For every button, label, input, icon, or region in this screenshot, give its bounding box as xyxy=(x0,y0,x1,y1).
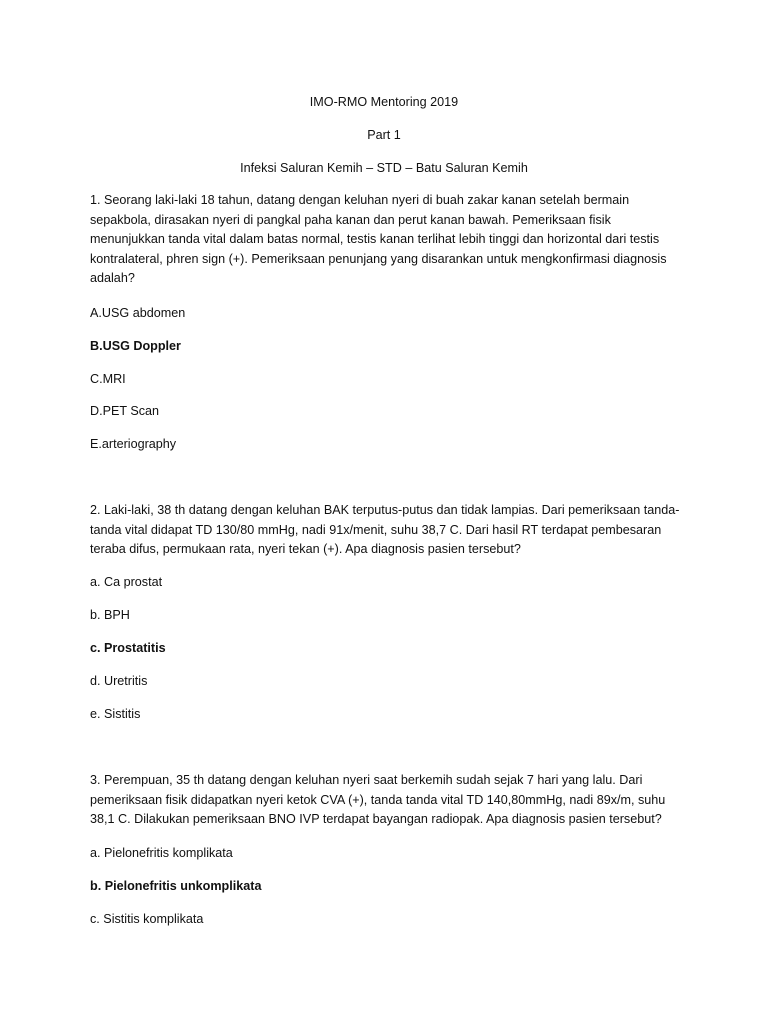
question-3-option-b-answer: b. Pielonefritis unkomplikata xyxy=(90,879,262,893)
document-topic: Infeksi Saluran Kemih – STD – Batu Saluran Kemih xyxy=(240,161,528,175)
question-3-option-c: c. Sistitis komplikata xyxy=(90,912,204,926)
question-2-option-c-answer: c. Prostatitis xyxy=(90,641,166,655)
question-1-option-a: A.USG abdomen xyxy=(90,306,186,320)
question-2-option-e: e. Sistitis xyxy=(90,707,141,721)
question-1-option-d: D.PET Scan xyxy=(90,404,160,418)
question-2-option-b: b. BPH xyxy=(90,608,130,622)
document-title: IMO-RMO Mentoring 2019 xyxy=(309,95,459,109)
document-part: Part 1 xyxy=(367,128,401,142)
question-1-option-b-answer: B.USG Doppler xyxy=(90,339,181,353)
question-1-text: 1. Seorang laki-laki 18 tahun, datang dengan keluhan nyeri di buah zakar kanan setelah bermain sepakbola, dirasakan nyeri di pangkal paha kanan dan perut kanan bawah. Pemeriksaan fisik menunjukkan tanda vital dalam batas normal, testis kanan terlihat lebih tinggi dan horizontal dari testis kontralateral, phren sign (+). Pemeriksaan penunjang yang disarankan untuk mengkonfirmasi diagnosis adalah? xyxy=(90,193,667,286)
question-1-option-c: C.MRI xyxy=(90,372,126,386)
question-2-text: 2. Laki-laki, 38 th datang dengan keluhan BAK terputus-putus dan tidak lampias. Dari pemeriksaan tanda-tanda vital didapat TD 130/80 mmHg, nadi 91x/menit, suhu 38,7 C. Dari hasil RT terdapat pembesaran teraba difus, permukaan rata, nyeri tekan (+). Apa diagnosis pasien tersebut? xyxy=(90,503,680,557)
question-3-text: 3. Perempuan, 35 th datang dengan keluhan nyeri saat berkemih sudah sejak 7 hari yang lalu. Dari pemeriksaan fisik didapatkan nyeri ketok CVA (+), tanda tanda vital TD 140,80mmHg, nadi 89x/m, suhu 38,1 C. Dilakukan pemeriksaan BNO IVP terdapat bayangan radiopak. Apa diagnosis pasien tersebut? xyxy=(90,773,666,827)
question-1-option-e: E.arteriography xyxy=(90,437,177,451)
question-3-option-a: a. Pielonefritis komplikata xyxy=(90,846,233,860)
question-2-option-d: d. Uretritis xyxy=(90,674,148,688)
question-2-option-a: a. Ca prostat xyxy=(90,575,163,589)
